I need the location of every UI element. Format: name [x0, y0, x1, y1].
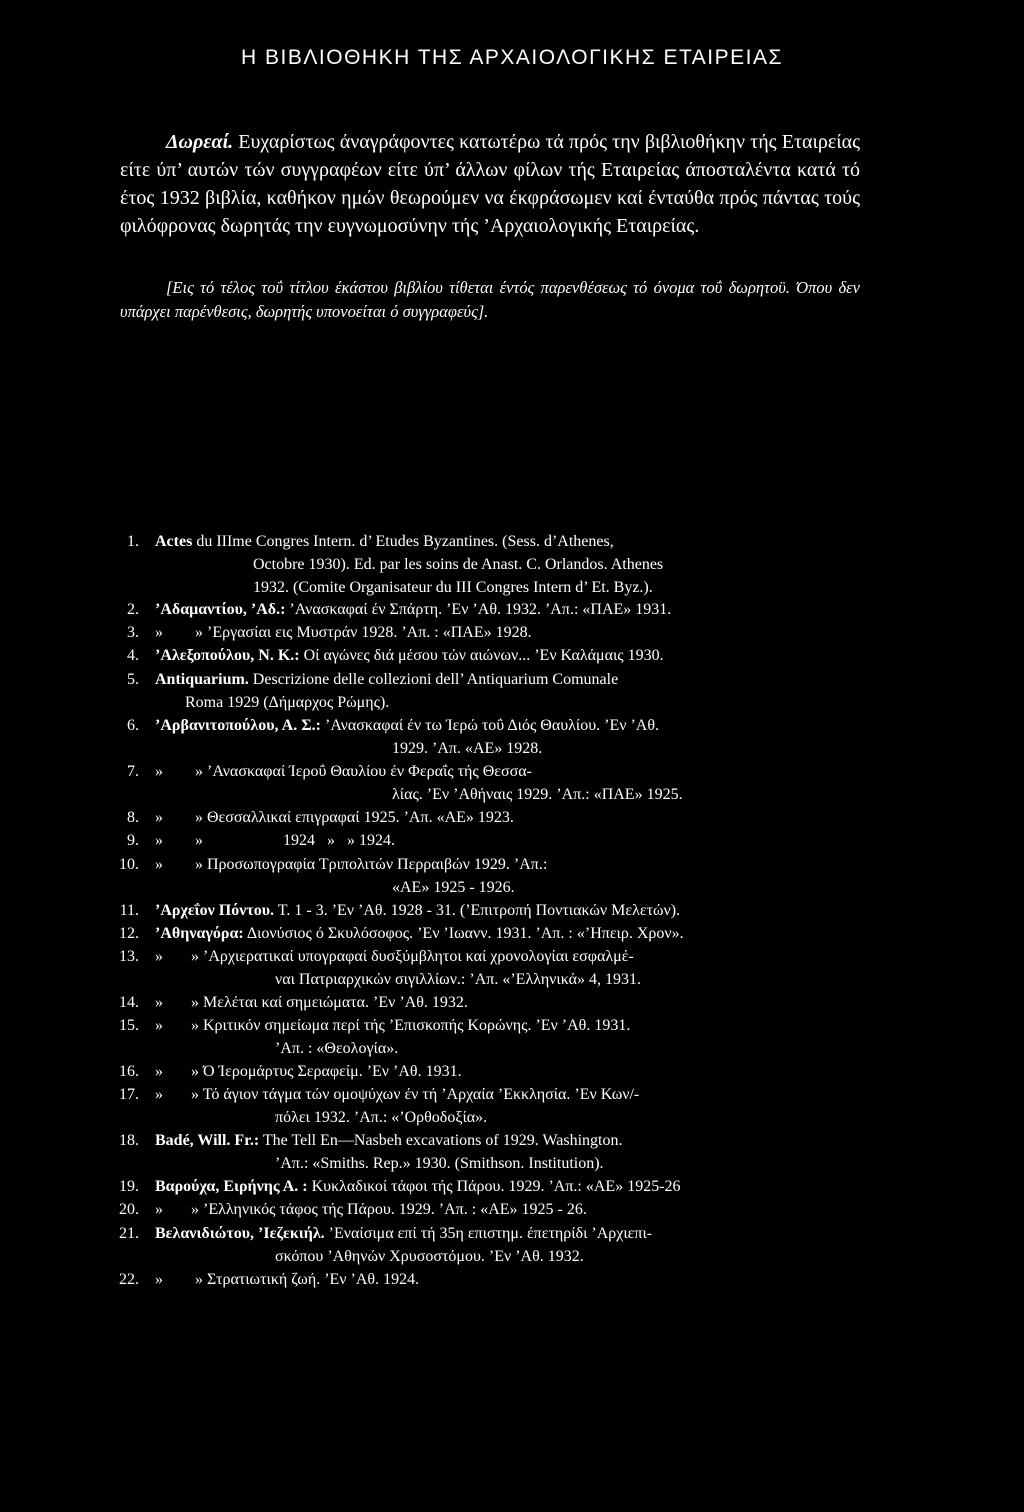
intro-paragraph [120, 128, 860, 240]
intro-lead: Δωρεαί. [166, 131, 234, 153]
entry-line [155, 853, 547, 876]
entry-continuation: πόλει 1932. ’Απ.: «’Ορθοδοξία». [275, 1109, 488, 1126]
entry-ditto: » » [155, 832, 203, 849]
entry-line [155, 1060, 462, 1083]
entry-number: 18. [119, 1132, 139, 1149]
entry-text: Προσωπογραφία Τριπολιτών Περραιβών 1929. ’Απ.: [203, 856, 548, 873]
entry-author: ’Αδαμαντίου, ’Αδ.: [155, 601, 286, 618]
entry-text: Στρατιωτική ζωή. ’Εν ’Αθ. 1924. [203, 1271, 420, 1288]
entry-text: Τό άγιον τάγμα τών ομοψύχων έν τή ’Αρχαία ’Εκκλησία. ’Εν Κων/- [199, 1086, 640, 1103]
entry-ditto: » » [155, 1017, 199, 1034]
entry-continuation: 1932. (Comite Organisateur du III Congres Intern d’ Et. Byz.). [253, 579, 653, 596]
note-text: [Εις τό τέλος τοΰ τίτλου έκάστου βιβλίου τίθεται έντός παρενθέσεως τό όνομα τοΰ δωρητοϋ. Όπου δεν υπάρχει παρένθεσις, δωρητής υπονοείται ό συγγραφεύς]. [120, 278, 860, 321]
entry-continuation: 1929. ’Απ. «ΑΕ» 1928. [392, 740, 543, 757]
entry-ditto: » » [155, 763, 203, 780]
entry-line [155, 1014, 630, 1037]
entry-text: ’Ανασκαφαί έν Σπάρτη. ’Εν ’Αθ. 1932. ’Απ.: «ΠΑΕ» 1931. [285, 601, 672, 618]
entry-number: 19. [119, 1178, 139, 1195]
entry-author: ’Αρβανιτοπούλου, Α. Σ.: [155, 717, 321, 734]
entry-author: Antiquarium. [155, 671, 249, 688]
entry-continuation: λίας. ’Εν ’Αθήναις 1929. ’Απ.: «ΠΑΕ» 1925. [392, 786, 683, 803]
entry-number: 11. [119, 902, 139, 919]
entry-number: 17. [119, 1086, 139, 1103]
entry-line [155, 806, 514, 829]
entry-line [155, 1222, 652, 1245]
entry-ditto: » » [155, 856, 203, 873]
entry-continuation: ’Απ.: «Smiths. Rep.» 1930. (Smithson. Institution). [275, 1155, 604, 1172]
entry-number: 16. [119, 1063, 139, 1080]
entry-text: Διονύσιος ό Σκυλόσοφος. ’Εν ’Ιωανν. 1931. ’Απ. : «’Ηπειρ. Χρον». [243, 925, 684, 942]
entry-line [155, 1129, 622, 1152]
entry-number: 8. [127, 809, 139, 826]
entry-number: 5. [127, 671, 139, 688]
entry-text: ’Ανασκαφαί έν τω Ίερώ τοΰ Διός Θαυλίου. ’Εν ’Αθ. [320, 717, 659, 734]
entry-text: ’Ελληνικός τάφος τής Πάρου. 1929. ’Απ. : «ΑΕ» 1925 - 26. [199, 1201, 587, 1218]
entry-number: 9. [127, 832, 139, 849]
entry-continuation: ναι Πατριαρχικών σιγιλλίων.: ’Απ. «’Ελληνικά» 4, 1931. [275, 971, 642, 988]
entry-text: Θεσσαλλικαί επιγραφαί 1925. ’Απ. «ΑΕ» 1923. [203, 809, 514, 826]
entry-line [155, 1198, 587, 1221]
entry-text: Ό Ίερομάρτυς Σεραφείμ. ’Εν ’Αθ. 1931. [199, 1063, 462, 1080]
entry-text: ’Εργασίαι εις Μυστράν 1928. ’Απ. : «ΠΑΕ» 1928. [203, 624, 532, 641]
entry-line [155, 829, 395, 852]
entry-text: Κριτικόν σημείωμα περί τής ’Επισκοπής Κορώνης. ’Εν ’Αθ. 1931. [199, 1017, 631, 1034]
entry-number: 7. [127, 763, 139, 780]
page-heading: Η ΒΙΒΛΙΟΘΗΚΗ ΤΗΣ ΑΡΧΑΙΟΛΟΓΙΚΗΣ ΕΤΑΙΡΕΙΑΣ [241, 46, 783, 69]
entry-number: 22. [119, 1271, 139, 1288]
entry-number: 6. [127, 717, 139, 734]
entry-line [155, 899, 680, 922]
entry-number: 1. [127, 533, 139, 550]
entry-number: 10. [119, 856, 139, 873]
entry-line [155, 991, 468, 1014]
entry-author: Actes [155, 533, 193, 550]
entry-ditto: » » [155, 1271, 203, 1288]
entry-line [155, 945, 634, 968]
entry-line [155, 714, 659, 737]
entry-ditto: » » [155, 1201, 199, 1218]
entry-author: ’Αθηναγόρα: [155, 925, 244, 942]
entry-line [155, 1175, 681, 1198]
entry-line [155, 1268, 419, 1291]
entry-ditto: » » [155, 994, 199, 1011]
entry-text: ’Αρχιερατικαί υπογραφαί δυσξύμβλητοι καί χρονολογίαι εσφαλμέ- [199, 948, 634, 965]
entry-author: Βαρούχα, Ειρήνης Α. : [155, 1178, 308, 1195]
entry-author: ’Αλεξοπούλου, Ν. Κ.: [155, 647, 300, 664]
entry-ditto: » » [155, 809, 203, 826]
entry-number: 20. [119, 1201, 139, 1218]
entry-ditto: » » [155, 624, 203, 641]
entry-author: Βελανιδιώτου, ’Ιεζεκιήλ. [155, 1225, 325, 1242]
entry-continuation: ’Απ. : «Θεολογία». [275, 1040, 399, 1057]
entry-text: The Tell En—Nasbeh excavations of 1929. Washington. [259, 1132, 623, 1149]
entry-text: Κυκλαδικοί τάφοι τής Πάρου. 1929. ’Απ.: «ΑΕ» 1925-26 [307, 1178, 681, 1195]
entry-number: 12. [119, 925, 139, 942]
editorial-note [120, 276, 860, 323]
entry-author: ’Αρχεΐον Πόντου. [155, 902, 275, 919]
entry-line [155, 598, 671, 621]
entry-text: 1924 » » 1924. [203, 832, 395, 849]
entry-line [155, 668, 618, 691]
entry-text: Τ. 1 - 3. ’Εν ’Αθ. 1928 - 31. (’Επιτροπή Ποντιακών Μελετών). [274, 902, 681, 919]
entry-line [155, 922, 684, 945]
entry-continuation: Roma 1929 (Δήμαρχος Ρώμης). [185, 694, 390, 711]
entry-continuation: «ΑΕ» 1925 - 1926. [392, 879, 515, 896]
entry-continuation: Octobre 1930). Ed. par les soins de Anast. C. Orlandos. Athenes [253, 556, 664, 573]
entry-number: 15. [119, 1017, 139, 1034]
entry-line [155, 644, 664, 667]
entry-number: 3. [127, 624, 139, 641]
entry-number: 21. [119, 1225, 139, 1242]
entry-text: ’Ανασκαφαί Ίεροΰ Θαυλίου έν Φεραΐς τής Θεσσα- [203, 763, 532, 780]
entry-line [155, 530, 614, 553]
entry-number: 13. [119, 948, 139, 965]
entry-ditto: » » [155, 1086, 199, 1103]
entry-author: Badé, Will. Fr.: [155, 1132, 260, 1149]
entry-number: 2. [127, 601, 139, 618]
entry-text: du IIIme Congres Intern. d’ Etudes Byzantines. (Sess. d’Athenes, [192, 533, 614, 550]
entry-text: Οί αγώνες διά μέσου τών αιώνων... ’Εν Καλάμαις 1930. [299, 647, 664, 664]
entry-continuation: σκόπου ’Αθηνών Χρυσοστόμου. ’Εν ’Αθ. 1932. [275, 1248, 584, 1265]
entry-text: ’Εναίσιμα επί τή 35η επιστημ. έπετηρίδι ’Αρχιεπι- [324, 1225, 653, 1242]
entry-text: Descrizione delle collezioni dell’ Antiquarium Comunale [248, 671, 619, 688]
entry-number: 4. [127, 647, 139, 664]
entry-ditto: » » [155, 1063, 199, 1080]
entry-line [155, 1083, 639, 1106]
entry-number: 14. [119, 994, 139, 1011]
entry-ditto: » » [155, 948, 199, 965]
intro-text: Ευχαρίστως άναγράφοντες κατωτέρω τά πρός την βιβλιοθήκην τής Εταιρείας είτε ύπ’ αυτών τών συγγραφέων είτε ύπ’ άλλων φίλων τής Εταιρείας άποσταλέντα κατά τό έτος 1932 βιβλία, καθήκον ημών θεωρούμεν να έκφράσωμεν καί ένταύθα πρός πάντας τούς φιλόφρονας δωρητάς την ευγνωμοσύνην τής ’Αρχαιολογικής Εταιρείας. [120, 131, 861, 237]
entry-line [155, 760, 532, 783]
entry-line [155, 621, 532, 644]
entry-text: Μελέται καί σημειώματα. ’Εν ’Αθ. 1932. [199, 994, 468, 1011]
